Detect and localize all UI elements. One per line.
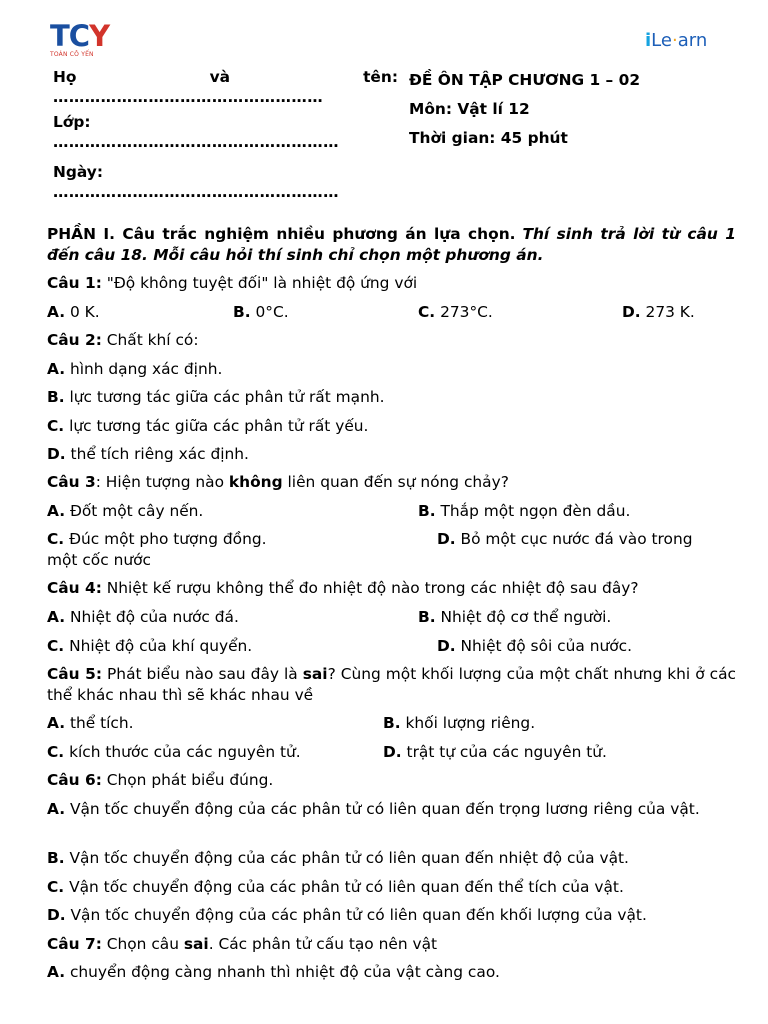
- question-2: [47, 330, 736, 351]
- question-5: Câu 5: Phát biểu nào sau đây là sai? Cùng một khối lượng của một chất nhưng khi ở các thể khác nhau thì sẽ khác nhau về: [47, 665, 737, 704]
- q6-option-b: B. Vận tốc chuyển động của các phân tử có liên quan đến nhiệt độ của vật.: [47, 849, 629, 867]
- q5-option-d: D. trật tự của các nguyên tử.: [383, 743, 607, 761]
- name-label-c: tên:: [363, 68, 398, 86]
- tcy-logo-subtitle: TOÁN CÔ YẾN: [50, 51, 94, 58]
- q2-option-d: D. thể tích riêng xác định.: [47, 445, 249, 463]
- q4-option-b: B. Nhiệt độ cơ thể người.: [418, 608, 612, 626]
- q1-option-d: D. 273 K.: [622, 303, 695, 321]
- q3-option-d-continued: một cốc nước: [47, 551, 151, 569]
- part1-heading: [47, 224, 736, 266]
- exam-title: ĐỀ ÔN TẬP CHƯƠNG 1 – 02: [409, 71, 641, 89]
- date-label: Ngày:: [53, 163, 103, 181]
- question-text: Chất khí có:: [106, 331, 199, 349]
- q6-option-d: D. Vận tốc chuyển động của các phân tử có liên quan đến khối lượng của vật.: [47, 906, 647, 924]
- date-fill-line: ………………………………………………: [53, 184, 340, 201]
- name-label-b: và: [209, 68, 230, 86]
- name-fill-line: ……………………………………………: [53, 89, 324, 106]
- exam-time: Thời gian: 45 phút: [409, 129, 568, 147]
- q6-option-a: A. Vận tốc chuyển động của các phân tử có liên quan đến trọng lương riêng của vật.: [47, 800, 700, 818]
- q2-option-a: A. hình dạng xác định.: [47, 360, 223, 378]
- name-label-row: [53, 66, 398, 89]
- q3-option-d: D. Bỏ một cục nước đá vào trong: [437, 530, 693, 548]
- tcy-logo: [50, 19, 110, 62]
- q2-option-b: B. lực tương tác giữa các phân tử rất mạnh.: [47, 388, 385, 406]
- q2-option-c: C. lực tương tác giữa các phân tử rất yếu.: [47, 417, 369, 435]
- q3-option-b: B. Thắp một ngọn đèn dầu.: [418, 502, 631, 520]
- q3-option-c: C. Đúc một pho tượng đồng.: [47, 530, 267, 548]
- question-text: Nhiệt kế rượu không thể đo nhiệt độ nào trong các nhiệt độ sau đây?: [106, 579, 639, 597]
- question-label: Câu 1:: [47, 274, 102, 292]
- class-label: Lớp:: [53, 113, 91, 131]
- q5-option-a: A. thể tích.: [47, 714, 134, 732]
- ilearn-logo: iLe·arn: [645, 30, 708, 51]
- q1-option-b: B. 0°C.: [233, 303, 289, 321]
- question-label: Câu 3: [47, 473, 96, 491]
- question-label: Câu 6:: [47, 771, 102, 789]
- tcy-logo-mark: TCY: [50, 19, 110, 53]
- exam-info-block: [409, 66, 640, 153]
- class-fill-line: ………………………………………………: [53, 134, 340, 151]
- q4-option-c: C. Nhiệt độ của khí quyển.: [47, 637, 253, 655]
- part1-heading-bold: PHẦN I. Câu trắc nghiệm nhiều phương án lựa chọn.: [47, 225, 516, 243]
- q6-option-c: C. Vận tốc chuyển động của các phân tử có liên quan đến thể tích của vật.: [47, 878, 624, 896]
- student-info-block: [53, 66, 398, 206]
- question-4: [47, 578, 736, 599]
- question-text: Chọn phát biểu đúng.: [106, 771, 274, 789]
- q4-option-d: D. Nhiệt độ sôi của nước.: [437, 637, 632, 655]
- question-6: [47, 770, 736, 791]
- q1-option-a: A. 0 K.: [47, 303, 100, 321]
- q1-option-c: C. 273°C.: [418, 303, 493, 321]
- question-text: "Độ không tuyệt đối" là nhiệt độ ứng với: [106, 274, 418, 292]
- name-label-a: Họ: [53, 68, 77, 86]
- part1-heading-italic: Thí sinh trả lời từ câu 1 đến câu 18. Mỗi câu hỏi thí sinh chỉ chọn một phương án.: [47, 225, 736, 264]
- question-label: Câu 4:: [47, 579, 102, 597]
- question-3: Câu 3: Hiện tượng nào không liên quan đến sự nóng chảy?: [47, 473, 509, 491]
- q5-option-c: C. kích thước của các nguyên tử.: [47, 743, 301, 761]
- exam-subject: Môn: Vật lí 12: [409, 100, 530, 118]
- q3-option-a: A. Đốt một cây nến.: [47, 502, 204, 520]
- q5-option-b: B. khối lượng riêng.: [383, 714, 536, 732]
- question-label: Câu 5:: [47, 665, 102, 683]
- question-label: Câu 2:: [47, 331, 102, 349]
- question-7: Câu 7: Chọn câu sai. Các phân tử cấu tạo nên vật: [47, 935, 438, 953]
- question-1: [47, 273, 736, 294]
- question-label: Câu 7:: [47, 935, 102, 953]
- q4-option-a: A. Nhiệt độ của nước đá.: [47, 608, 239, 626]
- q7-option-a: A. chuyển động càng nhanh thì nhiệt độ của vật càng cao.: [47, 963, 500, 981]
